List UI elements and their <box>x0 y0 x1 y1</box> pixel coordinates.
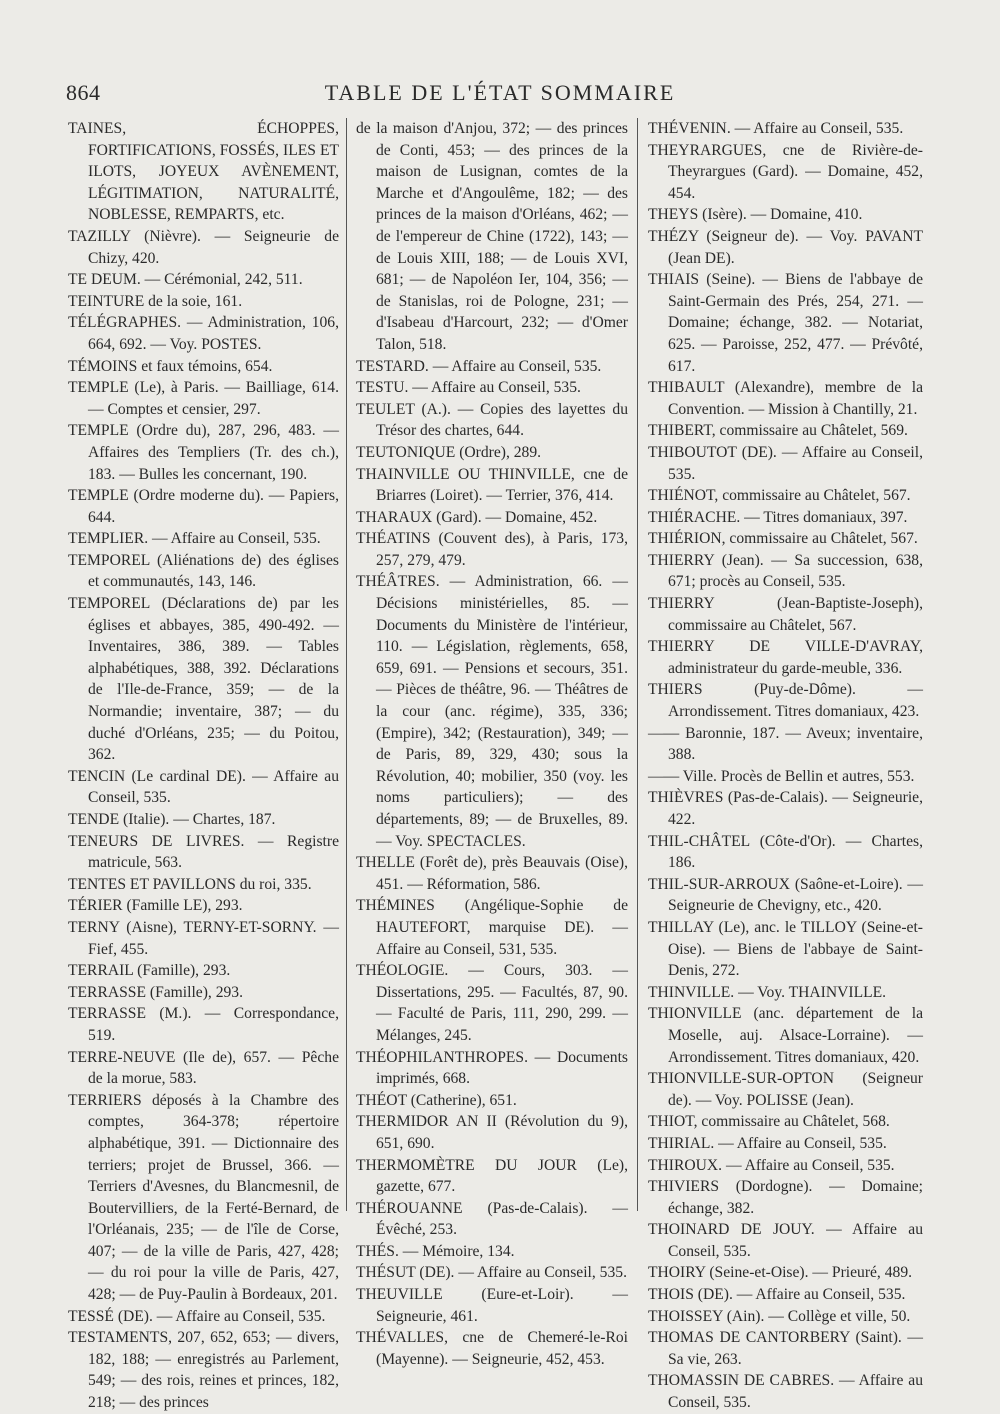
running-title: TABLE DE L'ÉTAT SOMMAIRE <box>324 80 676 105</box>
index-entry: TESTARD. — Affaire au Conseil, 535. <box>356 357 602 375</box>
index-entry: THIVIERS (Dordogne). — Domaine; échange, 382. <box>648 1178 923 1217</box>
index-entry: THERMIDOR AN II (Révolution du 9), 651, 690. <box>356 1113 628 1152</box>
column-divider <box>637 118 638 1211</box>
index-entry: THILLAY (Le), anc. le TILLOY (Seine-et-Oise). — Biens de l'abbaye de Saint-Denis, 272. <box>648 918 923 980</box>
index-entry: THOIRY (Seine-et-Oise). — Prieuré, 489. <box>648 1264 913 1282</box>
index-entry: THIOT, commissaire au Châtelet, 568. <box>648 1113 890 1131</box>
index-entry: THÉS. — Mémoire, 134. <box>356 1242 515 1260</box>
index-entry: TERRASSE (M.). — Correspondance, 519. <box>68 1005 339 1044</box>
index-entry: THARAUX (Gard). — Domaine, 452. <box>356 508 598 526</box>
index-entry: THIERRY (Jean-Baptiste-Joseph), commissaire au Châtelet, 567. <box>648 595 923 634</box>
index-entry: TERRASSE (Famille), 293. <box>68 983 243 1001</box>
index-entry: —— Ville. Procès de Bellin et autres, 553. <box>648 767 915 785</box>
column-divider <box>346 118 347 1211</box>
index-entry: THIONVILLE-SUR-OPTON (Seigneur de). — Voy. POLISSE (Jean). <box>648 1070 923 1109</box>
index-entry: TERRIERS déposés à la Chambre des comptes, 364-378; répertoire alphabétique, 391. — Dictionnaire des terriers; projet de Brussel, 366. — Terriers d'Avesnes, du Blancmesnil, de Boutervilliers, de la Ferté-Bernard, de l'Orléanais, 235; — de l'île de Corse, 407; — de la ville de Paris, 427, 428; — du roi pour la ville de Paris, 427, 428; — de Puy-Paulin à Bordeaux, 201. <box>68 1091 339 1304</box>
index-entry: THÉOPHILANTHROPES. — Documents imprimés, 668. <box>356 1048 628 1088</box>
index-entry: THÉSUT (DE). — Affaire au Conseil, 535. <box>356 1264 627 1282</box>
index-entry: TENEURS DE LIVRES. — Registre matricule, 563. <box>68 832 339 872</box>
index-entry: TESSÉ (DE). — Affaire au Conseil, 535. <box>68 1307 326 1325</box>
column-1 <box>68 118 339 1414</box>
index-entry: THIÈVRES (Pas-de-Calais). — Seigneurie, 422. <box>648 789 923 828</box>
index-entry: TERRE-NEUVE (Ile de), 657. — Pêche de la morue, 583. <box>68 1048 339 1088</box>
index-entry: THOIS (DE). — Affaire au Conseil, 535. <box>648 1286 906 1304</box>
index-entry: THIBERT, commissaire au Châtelet, 569. <box>648 422 908 440</box>
index-entry: TEMPLIER. — Affaire au Conseil, 535. <box>68 530 321 548</box>
page-number: 864 <box>66 80 101 105</box>
index-entry: TÉRIER (Famille LE), 293. <box>68 897 243 915</box>
index-entry: —— Baronnie, 187. — Aveux; inventaire, 388. <box>648 724 923 764</box>
index-entry: THIBAULT (Alexandre), membre de la Convention. — Mission à Chantilly, 21. <box>648 379 923 418</box>
index-entry: TAINES, ÉCHOPPES, FORTIFICATIONS, FOSSÉS, ILES ET ILOTS, JOYEUX AVÈNEMENT, LÉGITIMATION, NATURALITÉ, NOBLESSE, REMPARTS, etc. <box>68 120 339 224</box>
index-entry: THÉOLOGIE. — Cours, 303. — Dissertations, 295. — Facultés, 87, 90. — Faculté de Paris, 111, 290, 299. — Mélanges, 245. <box>356 962 628 1044</box>
index-entry: THIÉRACHE. — Titres domaniaux, 397. <box>648 508 908 526</box>
index-entry: TEMPOREL (Aliénations de) des églises et communautés, 143, 146. <box>68 551 339 591</box>
index-entry: THÉÂTRES. — Administration, 66. — Décisions ministérielles, 85. — Documents du Ministère de l'intérieur, 110. — Législation, règlements, 658, 659, 691. — Pensions et secours, 351. — Pièces de théâtre, 96. — Théâtres de la cour (anc. régime), 335, 336; (Empire), 342; (Restauration), 349; — de Paris, 89, 329, 430; sous la Révolution, 40; mobilier, 350 (voy. les noms particuliers); — des départements, 89; — de Bruxelles, 89. — Voy. SPECTACLES. <box>356 573 628 850</box>
index-entry: THÉVALLES, cne de Chemeré-le-Roi (Mayenne). — Seigneurie, 452, 453. <box>356 1329 628 1368</box>
index-entry: THIÉRION, commissaire au Châtelet, 567. <box>648 530 918 548</box>
index-entry: de la maison d'Anjou, 372; — des princes de Conti, 453; — des princes de la maison de Lusignan, comtes de la Marche et d'Angoulême, 182; — des princes de la maison d'Orléans, 462; — de l'empereur de Chine (1722), 143; — de Louis XIII, 188; — de Louis XVI, 681; — de Napoléon Ier, 104, 356; — de Stanislas, roi de Pologne, 231; — d'Isabeau d'Harcourt, 232; — d'Omer Talon, 518. <box>356 120 628 353</box>
index-entry: THOMAS DE CANTORBERY (Saint). — Sa vie, 263. <box>648 1329 923 1368</box>
index-entry: TÉMOINS et faux témoins, 654. <box>68 357 273 375</box>
index-entry: THIROUX. — Affaire au Conseil, 535. <box>648 1156 895 1174</box>
index-entry: THIL-CHÂTEL (Côte-d'Or). — Chartes, 186. <box>648 832 923 872</box>
index-entry: THOINARD DE JOUY. — Affaire au Conseil, 535. <box>648 1221 923 1260</box>
index-entry: THAINVILLE OU THINVILLE, cne de Briarres (Loiret). — Terrier, 376, 414. <box>356 465 628 505</box>
index-entry: THIAIS (Seine). — Biens de l'abbaye de Saint-Germain des Prés, 254, 271. — Domaine; échange, 382. — Notariat, 625. — Paroisse, 252, 477. — Prévôté, 617. <box>648 271 923 375</box>
index-entry: TENTES ET PAVILLONS du roi, 335. <box>68 875 312 893</box>
index-entry: TEUTONIQUE (Ordre), 289. <box>356 443 542 461</box>
index-entry: TE DEUM. — Cérémonial, 242, 511. <box>68 271 303 289</box>
index-entry: TÉLÉGRAPHES. — Administration, 106, 664, 692. — Voy. POSTES. <box>68 314 339 353</box>
index-entry: TERNY (Aisne), TERNY-ET-SORNY. — Fief, 455. <box>68 918 339 958</box>
index-entry: TEULET (A.). — Copies des layettes du Trésor des chartes, 644. <box>356 400 628 440</box>
index-entry: TEINTURE de la soie, 161. <box>68 292 243 310</box>
index-entry: THÉROUANNE (Pas-de-Calais). — Évêché, 253. <box>356 1199 628 1239</box>
index-entry: THÉOT (Catherine), 651. <box>356 1091 517 1109</box>
index-entry: THINVILLE. — Voy. THAINVILLE. <box>648 983 887 1001</box>
index-entry: THIERRY (Jean). — Sa succession, 638, 671; procès au Conseil, 535. <box>648 551 923 591</box>
column-2 <box>356 118 628 1370</box>
index-entry: THÉZY (Seigneur de). — Voy. PAVANT (Jean DE). <box>648 227 923 267</box>
index-entry: THIÉNOT, commissaire au Châtelet, 567. <box>648 487 911 505</box>
index-entry: THELLE (Forêt de), près Beauvais (Oise), 451. — Réformation, 586. <box>356 854 628 893</box>
index-entry: THEYS (Isère). — Domaine, 410. <box>648 206 863 224</box>
index-entry: TEMPOREL (Déclarations de) par les églises et abbayes, 385, 490-492. — Inventaires, 386, 389. — Tables alphabétiques, 388, 392. Déclarations de l'Ile-de-France, 359; — de la Normandie; inventaire, 387; — du duché d'Orléans, 235; — du Poitou, 362. <box>68 595 339 764</box>
index-entry: TEMPLE (Ordre moderne du). — Papiers, 644. <box>68 487 339 526</box>
index-entry: TENDE (Italie). — Chartes, 187. <box>68 811 276 828</box>
index-entry: TERRAIL (Famille), 293. <box>68 962 231 980</box>
index-entry: THIERS (Puy-de-Dôme). — Arrondissement. Titres domaniaux, 423. <box>648 681 923 721</box>
index-entry: THOMASSIN DE CABRES. — Affaire au Conseil, 535. <box>648 1372 923 1412</box>
index-entry: TAZILLY (Nièvre). — Seigneurie de Chizy, 420. <box>68 227 339 267</box>
index-entry: TEMPLE (Le), à Paris. — Bailliage, 614. — Comptes et censier, 297. <box>68 379 339 418</box>
index-entry: THOISSEY (Ain). — Collège et ville, 50. <box>648 1307 911 1325</box>
index-entry: THÉVENIN. — Affaire au Conseil, 535. <box>648 120 904 137</box>
index-entry: TENCIN (Le cardinal DE). — Affaire au Conseil, 535. <box>68 767 339 807</box>
index-entry: TESTAMENTS, 207, 652, 653; — divers, 182, 188; — enregistrés au Parlement, 549; — des rois, reines et princes, 182, 218; — des princes <box>68 1329 339 1412</box>
index-entry: THEYRARGUES, cne de Rivière-de-Theyrargues (Gard). — Domaine, 452, 454. <box>648 141 923 202</box>
index-entry: THERMOMÈTRE DU JOUR (Le), gazette, 677. <box>356 1156 628 1196</box>
index-entry: THIRIAL. — Affaire au Conseil, 535. <box>648 1134 887 1152</box>
index-entry: THÉMINES (Angélique-Sophie de HAUTEFORT, marquise DE). — Affaire au Conseil, 531, 535. <box>356 897 628 958</box>
index-entry: THIONVILLE (anc. département de la Moselle, auj. Alsace-Lorraine). — Arrondissement. Titres domaniaux, 420. <box>648 1005 923 1066</box>
index-entry: TEMPLE (Ordre du), 287, 296, 483. — Affaires des Templiers (Tr. des ch.), 183. — Bulles les concernant, 190. <box>68 422 339 483</box>
index-entry: THEUVILLE (Eure-et-Loir). — Seigneurie, 461. <box>356 1286 628 1325</box>
index-entry: THIBOUTOT (DE). — Affaire au Conseil, 535. <box>648 443 923 483</box>
index-entry: THÉATINS (Couvent des), à Paris, 173, 257, 279, 479. <box>356 530 628 569</box>
column-3 <box>648 118 923 1414</box>
index-entry: THIERRY DE VILLE-D'AVRAY, administrateur du garde-meuble, 336. <box>648 638 923 677</box>
index-entry: THIL-SUR-ARROUX (Saône-et-Loire). — Seigneurie de Chevigny, etc., 420. <box>648 875 923 915</box>
index-entry: TESTU. — Affaire au Conseil, 535. <box>356 379 581 397</box>
